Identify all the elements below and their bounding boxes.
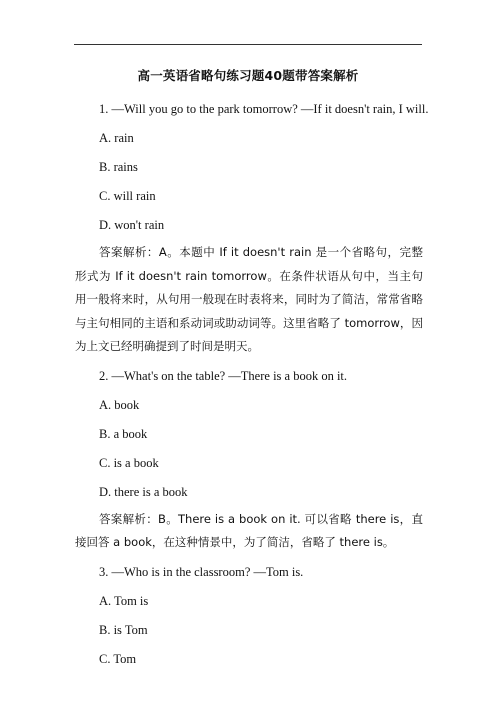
option-b: B. rains: [99, 160, 138, 174]
option-c: C. will rain: [99, 189, 156, 203]
question-block: [75, 362, 423, 555]
option-b: B. is Tom: [99, 622, 148, 637]
question-prompt: 3. —Who is in the classroom? —Tom is.: [99, 564, 304, 579]
answer-explanation: 答案解析：A。本题中 If it doesn't rain 是一个省略句，完整形式为 If it doesn't rain tomorrow。在条件状语从句中，当主句用一般将来时，从句用一般现在时表将来，同时为了简洁，常常省略与主句相同的主语和系动词或助动词等。这里省略了 tomorrow，因为上文已经明确提到了时间是明天。: [75, 245, 423, 353]
question-block: [75, 95, 429, 359]
question-prompt: 1. —Will you go to the park tomorrow? —If it doesn't rain, I will.: [99, 102, 429, 116]
answer-explanation: 答案解析：B。There is a book on it. 可以省略 there is，直接回答 a book，在这种情景中，为了简洁，省略了 there is。: [75, 511, 423, 549]
document-title: 高一英语省略句练习题40题带答案解析: [137, 68, 359, 83]
header-rule: [74, 44, 422, 45]
option-c: C. Tom: [99, 651, 137, 666]
question-prompt: 2. —What's on the table? —There is a book on it.: [99, 368, 348, 383]
document-body: [75, 95, 429, 674]
option-a: A. Tom is: [99, 593, 149, 608]
question-block: [75, 558, 423, 674]
option-a: A. rain: [99, 131, 134, 145]
option-d: D. won't rain: [99, 218, 165, 232]
option-b: B. a book: [99, 426, 148, 441]
option-d: D. there is a book: [99, 484, 188, 499]
option-a: A. book: [99, 397, 140, 412]
option-c: C. is a book: [99, 455, 159, 470]
